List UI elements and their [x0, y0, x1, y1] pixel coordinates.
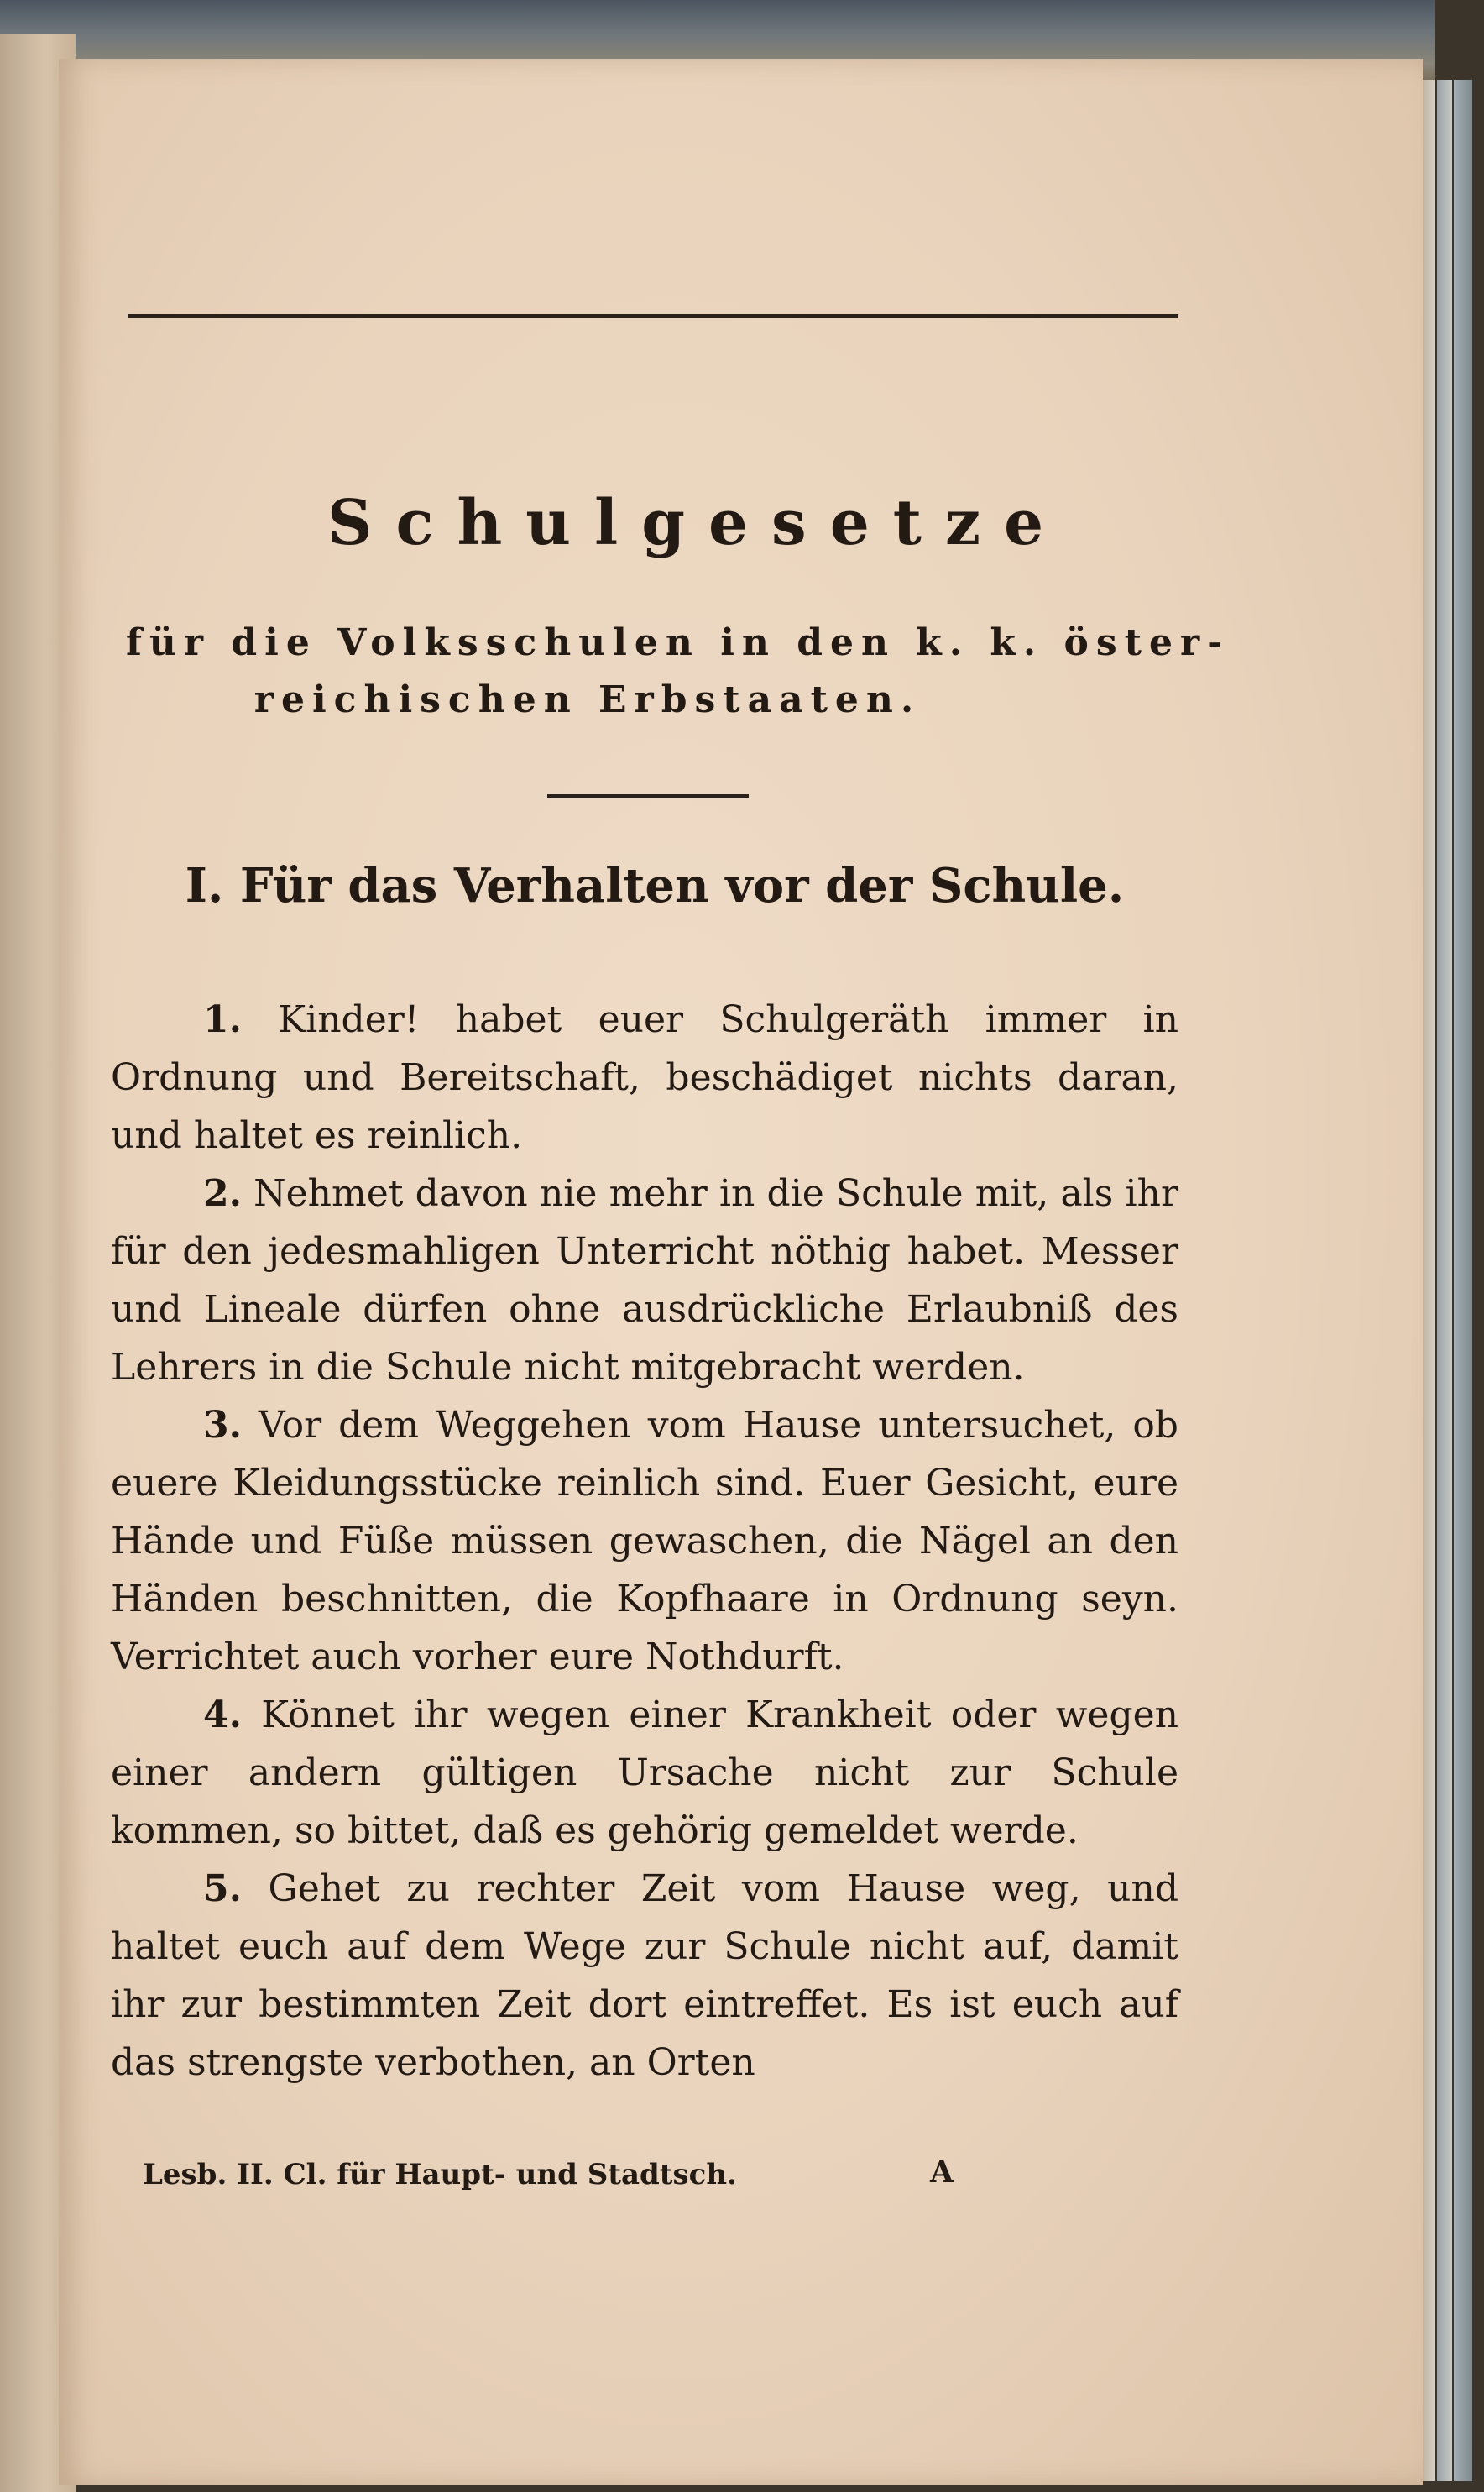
page-title: Schulgesetze: [327, 487, 1068, 559]
paragraph-number: 4.: [203, 1694, 242, 1736]
top-rule: [128, 314, 1178, 318]
paragraph: [111, 1396, 1178, 1686]
paragraph: [111, 1165, 1178, 1396]
section-heading: I. Für das Verhalten vor der Schule.: [185, 858, 1125, 914]
paragraph-number: 2.: [203, 1172, 242, 1215]
subtitle-line-1: für die Volksschulen in den k. k. öster-: [126, 621, 1231, 664]
paragraph: [111, 1860, 1178, 2092]
paragraph-number: 1.: [203, 998, 242, 1041]
paragraph: [111, 991, 1178, 1165]
paragraph-text: Gehet zu rechter Zeit vom Hause weg, und haltet euch auf dem Wege zur Schule nicht auf, damit ihr zur bestimmten Zeit dort eintreffet. Es ist euch auf das strengste verbothen, an Orten: [111, 1867, 1178, 2084]
page-stack-edge: [1454, 80, 1472, 2481]
paragraph-number: 5.: [203, 1867, 242, 1910]
paragraph-text: Könnet ihr wegen einer Krankheit oder wegen einer andern gültigen Ursache nicht zur Schule kommen, so bittet, daß es gehörig gemeldet werde.: [111, 1694, 1178, 1852]
footer-signature-line: Lesb. II. Cl. für Haupt- und Stadtsch.: [143, 2158, 737, 2191]
paragraph-number: 3.: [203, 1404, 242, 1447]
paragraph-text: Nehmet davon nie mehr in die Schule mit, als ihr für den jedesmahligen Unterricht nöthig habet. Messer und Lineale dürfen ohne ausdrückliche Erlaubniß des Lehrers in die Schule nicht mitgebracht werden.: [111, 1172, 1178, 1389]
paragraph: [111, 1686, 1178, 1860]
body-text: [111, 991, 1178, 2092]
subtitle-line-2: reichischen Erbstaaten.: [253, 678, 922, 721]
paragraph-text: Vor dem Weggehen vom Hause untersuchet, ob euere Kleidungsstücke reinlich sind. Euer Gesicht, eure Hände und Füße müssen gewaschen, die Nägel an den Händen beschnitten, die Kopfhaare in Ordnung seyn. Verrichtet auch vorher eure Nothdurft.: [111, 1404, 1178, 1678]
signature-mark: A: [930, 2154, 954, 2190]
section-divider: [547, 794, 749, 798]
page-stack-edge: [1437, 80, 1452, 2481]
paragraph-text: Kinder! habet euer Schulgeräth immer in Ordnung und Bereitschaft, beschädiget nichts daran, und haltet es reinlich.: [111, 998, 1178, 1157]
